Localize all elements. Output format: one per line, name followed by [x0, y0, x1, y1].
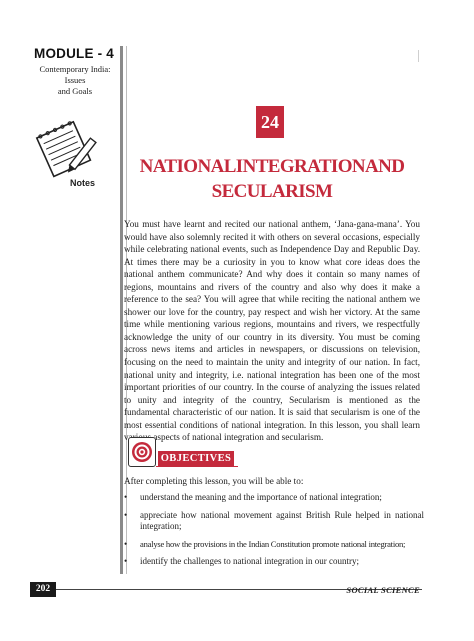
objective-text: identify the challenges to national integration in our country;	[140, 556, 359, 566]
footer-subject: SOCIAL SCIENCE	[346, 585, 420, 595]
list-item	[124, 492, 424, 504]
target-icon	[128, 437, 156, 467]
intro-paragraph: You must have learnt and recited our national anthem, ‘Jana-gana-mana’. You would have also solemnly recited it with others on several occasions, especially while celebrating national events, such as Independence Day and Republic Day. At times there may be a curiosity in you to know what core ideas does the national anthem communicate? And why does it contain so many names of regions, mountains and rivers of the country and also why does it make a reference to the sea? You will agree that while reciting the national anthem we shower our love for the country, pay respect and wish her victory. At the same time while mentioning various regions, mountains and rivers, we respectfully acknowledge the unity of our country in its diversity. You must be coming across news items and articles in newspapers, or discussions on television, focusing on the need to maintain the unity and integrity of our nation. In fact, national unity and integrity, i.e. national integration has been one of the most important priorities of our country. In the course of analyzing the issues related to unity and integrity of the country, Secularism is mentioned as the fundamental characteristic of our nation. It is said that secularism is one of the most essential conditions of national integration. In this lesson, you shall learn various aspects of national integration and secularism.	[124, 219, 420, 443]
list-item	[124, 556, 424, 568]
page-number: 202	[30, 582, 56, 597]
chapter-title-line1: NATIONALINTEGRATIONAND	[139, 156, 405, 177]
module-subtitle-line1: Contemporary India: Issues	[39, 64, 111, 85]
module-subtitle	[30, 64, 120, 97]
objectives-list	[124, 492, 424, 568]
bullet: •	[124, 556, 128, 566]
objective-text: analyse how the provisions in the Indian Constitution promote national integration;	[140, 538, 406, 549]
sidebar-divider	[120, 46, 123, 574]
notes-pen-icon	[34, 114, 98, 180]
chapter-number: 24	[256, 106, 284, 138]
bullet: •	[124, 492, 128, 502]
objective-text: appreciate how national movement against British Rule helped in national integration;	[140, 509, 424, 531]
bullet: •	[124, 509, 128, 520]
chapter-title-line2: SECULARISM	[211, 181, 333, 202]
notes-label: Notes	[70, 178, 96, 188]
list-item	[124, 510, 424, 533]
objectives-intro: After completing this lesson, you will be able to:	[124, 476, 304, 486]
crop-mark	[418, 50, 419, 62]
bullet: •	[124, 538, 127, 549]
list-item	[124, 539, 424, 551]
module-title: MODULE - 4	[34, 46, 115, 61]
module-subtitle-line2: and Goals	[57, 86, 93, 96]
chapter-title	[128, 154, 416, 204]
objectives-heading: OBJECTIVES	[158, 451, 234, 467]
sidebar	[30, 46, 120, 576]
objective-text: understand the meaning and the importance of national integration;	[140, 492, 382, 502]
objectives-underline	[156, 466, 238, 467]
